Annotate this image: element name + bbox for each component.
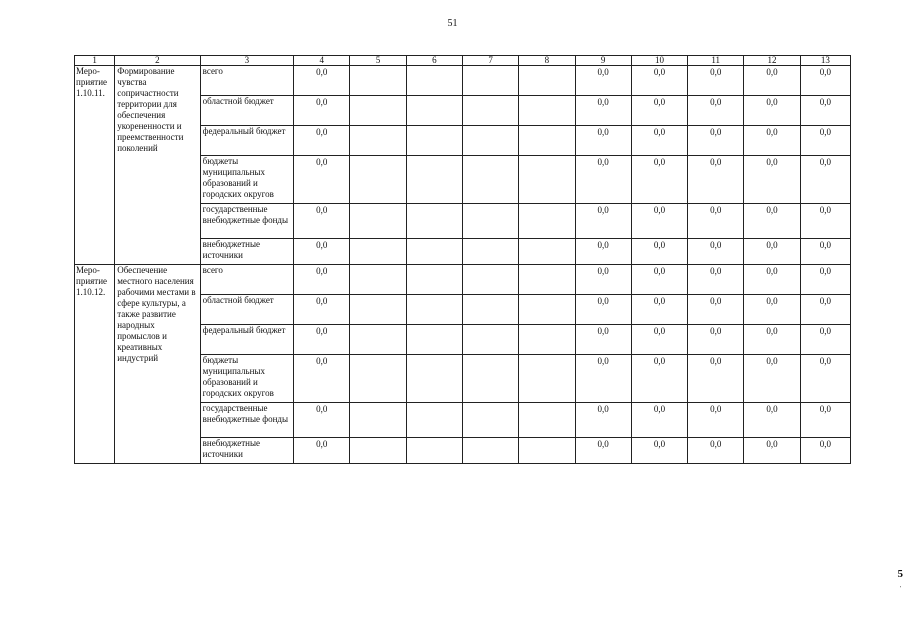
funding-source: федеральный бюджет: [200, 126, 293, 156]
cell-col-9: 0,0: [575, 403, 631, 438]
funding-source: государственные внебюджетные фонды: [200, 204, 293, 239]
cell-col-8: [519, 66, 575, 96]
column-header-10: 10: [631, 56, 687, 66]
cell-col-5: [350, 265, 406, 295]
funding-source: бюджеты муниципальных образований и городских округов: [200, 355, 293, 403]
cell-col-12: 0,0: [744, 204, 800, 239]
measure-code: Меро- приятие 1.10.11.: [75, 66, 115, 265]
cell-col-7: [462, 265, 518, 295]
column-header-3: 3: [200, 56, 293, 66]
cell-col-5: [350, 438, 406, 464]
column-header-6: 6: [406, 56, 462, 66]
cell-col-8: [519, 403, 575, 438]
table-row: [75, 66, 851, 96]
cell-col-7: [462, 96, 518, 126]
cell-col-10: 0,0: [631, 265, 687, 295]
cell-col-5: [350, 96, 406, 126]
cell-col-11: 0,0: [688, 204, 744, 239]
funding-source: государственные внебюджетные фонды: [200, 403, 293, 438]
margin-mark: 5: [897, 568, 903, 580]
cell-col-8: [519, 355, 575, 403]
cell-col-6: [406, 126, 462, 156]
cell-col-9: 0,0: [575, 265, 631, 295]
cell-col-5: [350, 295, 406, 325]
column-header-8: 8: [519, 56, 575, 66]
cell-col-9: 0,0: [575, 126, 631, 156]
cell-col-12: 0,0: [744, 126, 800, 156]
cell-col-13: 0,0: [800, 325, 850, 355]
column-header-11: 11: [688, 56, 744, 66]
cell-col-7: [462, 66, 518, 96]
column-header-12: 12: [744, 56, 800, 66]
cell-col-5: [350, 156, 406, 204]
cell-col-10: 0,0: [631, 96, 687, 126]
funding-source: внебюджетные источники: [200, 438, 293, 464]
measure-code: Меро- приятие 1.10.12.: [75, 265, 115, 464]
cell-col-11: 0,0: [688, 438, 744, 464]
cell-col-7: [462, 295, 518, 325]
cell-col-8: [519, 156, 575, 204]
cell-col-13: 0,0: [800, 156, 850, 204]
column-header-13: 13: [800, 56, 850, 66]
column-header-7: 7: [462, 56, 518, 66]
cell-col-11: 0,0: [688, 295, 744, 325]
funding-source: всего: [200, 265, 293, 295]
cell-col-4: 0,0: [294, 295, 350, 325]
cell-col-8: [519, 265, 575, 295]
funding-source: всего: [200, 66, 293, 96]
table-row: [75, 265, 851, 295]
cell-col-10: 0,0: [631, 295, 687, 325]
column-number-row: [75, 56, 851, 66]
cell-col-11: 0,0: [688, 126, 744, 156]
cell-col-11: 0,0: [688, 96, 744, 126]
cell-col-4: 0,0: [294, 66, 350, 96]
cell-col-10: 0,0: [631, 66, 687, 96]
cell-col-12: 0,0: [744, 403, 800, 438]
cell-col-4: 0,0: [294, 156, 350, 204]
cell-col-13: 0,0: [800, 239, 850, 265]
cell-col-11: 0,0: [688, 403, 744, 438]
cell-col-13: 0,0: [800, 403, 850, 438]
cell-col-6: [406, 295, 462, 325]
cell-col-11: 0,0: [688, 265, 744, 295]
cell-col-7: [462, 355, 518, 403]
cell-col-10: 0,0: [631, 325, 687, 355]
cell-col-12: 0,0: [744, 295, 800, 325]
cell-col-8: [519, 204, 575, 239]
cell-col-9: 0,0: [575, 295, 631, 325]
cell-col-12: 0,0: [744, 325, 800, 355]
cell-col-5: [350, 355, 406, 403]
measure-title: Обеспечение местного населения рабочими местами в сфере культуры, а также развитие народных промыслов и креативных индустрий: [115, 265, 200, 464]
cell-col-8: [519, 96, 575, 126]
funding-source: федеральный бюджет: [200, 325, 293, 355]
cell-col-13: 0,0: [800, 265, 850, 295]
funding-source: областной бюджет: [200, 295, 293, 325]
cell-col-4: 0,0: [294, 403, 350, 438]
margin-tick: ': [899, 586, 901, 592]
column-header-2: 2: [115, 56, 200, 66]
cell-col-10: 0,0: [631, 204, 687, 239]
cell-col-4: 0,0: [294, 239, 350, 265]
funding-source: внебюджетные источники: [200, 239, 293, 265]
cell-col-4: 0,0: [294, 355, 350, 403]
cell-col-5: [350, 66, 406, 96]
budget-table: [74, 55, 851, 464]
cell-col-7: [462, 126, 518, 156]
cell-col-13: 0,0: [800, 126, 850, 156]
cell-col-12: 0,0: [744, 355, 800, 403]
cell-col-7: [462, 156, 518, 204]
cell-col-9: 0,0: [575, 96, 631, 126]
column-header-4: 4: [294, 56, 350, 66]
measure-title: Формирование чувства сопричастности территории для обеспечения укорененности и преемственности поколений: [115, 66, 200, 265]
cell-col-9: 0,0: [575, 66, 631, 96]
cell-col-10: 0,0: [631, 126, 687, 156]
column-header-9: 9: [575, 56, 631, 66]
cell-col-9: 0,0: [575, 438, 631, 464]
cell-col-9: 0,0: [575, 204, 631, 239]
cell-col-9: 0,0: [575, 156, 631, 204]
cell-col-5: [350, 126, 406, 156]
cell-col-12: 0,0: [744, 438, 800, 464]
cell-col-4: 0,0: [294, 325, 350, 355]
cell-col-12: 0,0: [744, 156, 800, 204]
column-header-1: 1: [75, 56, 115, 66]
cell-col-13: 0,0: [800, 355, 850, 403]
cell-col-7: [462, 239, 518, 265]
cell-col-6: [406, 156, 462, 204]
cell-col-10: 0,0: [631, 403, 687, 438]
cell-col-10: 0,0: [631, 355, 687, 403]
cell-col-6: [406, 265, 462, 295]
cell-col-7: [462, 325, 518, 355]
page-number: 51: [447, 18, 458, 29]
cell-col-10: 0,0: [631, 156, 687, 204]
cell-col-6: [406, 239, 462, 265]
cell-col-12: 0,0: [744, 66, 800, 96]
cell-col-11: 0,0: [688, 325, 744, 355]
cell-col-4: 0,0: [294, 204, 350, 239]
cell-col-4: 0,0: [294, 438, 350, 464]
cell-col-9: 0,0: [575, 239, 631, 265]
cell-col-9: 0,0: [575, 355, 631, 403]
cell-col-13: 0,0: [800, 66, 850, 96]
column-header-5: 5: [350, 56, 406, 66]
cell-col-4: 0,0: [294, 96, 350, 126]
cell-col-7: [462, 403, 518, 438]
cell-col-6: [406, 66, 462, 96]
cell-col-7: [462, 438, 518, 464]
cell-col-5: [350, 204, 406, 239]
cell-col-8: [519, 438, 575, 464]
funding-source: областной бюджет: [200, 96, 293, 126]
cell-col-11: 0,0: [688, 156, 744, 204]
cell-col-5: [350, 403, 406, 438]
cell-col-11: 0,0: [688, 239, 744, 265]
cell-col-4: 0,0: [294, 265, 350, 295]
cell-col-6: [406, 438, 462, 464]
cell-col-7: [462, 204, 518, 239]
cell-col-9: 0,0: [575, 325, 631, 355]
cell-col-6: [406, 325, 462, 355]
cell-col-13: 0,0: [800, 438, 850, 464]
cell-col-8: [519, 239, 575, 265]
cell-col-11: 0,0: [688, 355, 744, 403]
cell-col-4: 0,0: [294, 126, 350, 156]
cell-col-8: [519, 325, 575, 355]
funding-source: бюджеты муниципальных образований и городских округов: [200, 156, 293, 204]
cell-col-12: 0,0: [744, 265, 800, 295]
cell-col-10: 0,0: [631, 239, 687, 265]
cell-col-5: [350, 325, 406, 355]
cell-col-12: 0,0: [744, 96, 800, 126]
cell-col-8: [519, 295, 575, 325]
cell-col-6: [406, 96, 462, 126]
cell-col-6: [406, 403, 462, 438]
cell-col-13: 0,0: [800, 96, 850, 126]
cell-col-12: 0,0: [744, 239, 800, 265]
cell-col-13: 0,0: [800, 295, 850, 325]
cell-col-6: [406, 204, 462, 239]
cell-col-11: 0,0: [688, 66, 744, 96]
cell-col-8: [519, 126, 575, 156]
cell-col-13: 0,0: [800, 204, 850, 239]
cell-col-5: [350, 239, 406, 265]
cell-col-6: [406, 355, 462, 403]
cell-col-10: 0,0: [631, 438, 687, 464]
